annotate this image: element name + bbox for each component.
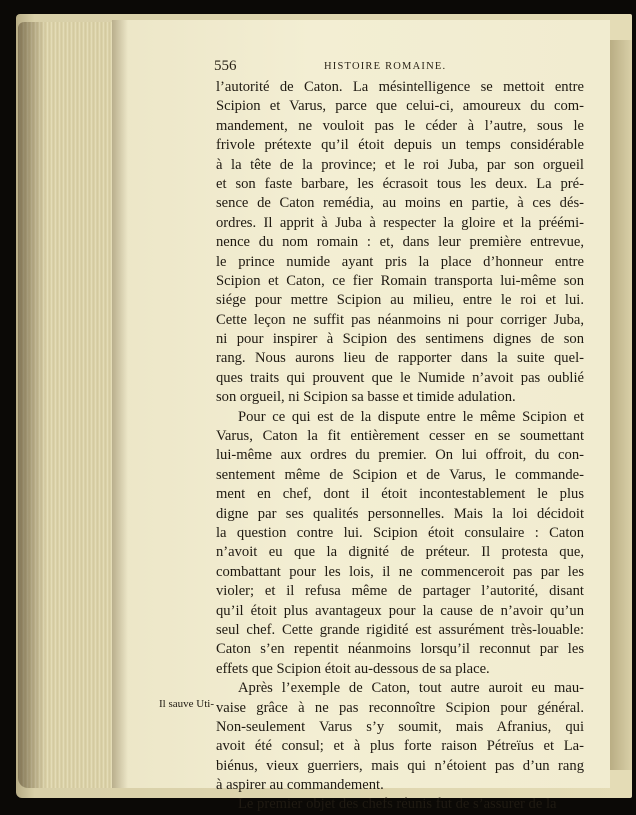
text-line: frivole prétexte qu’il étoit depuis un temps considérable [216,137,584,154]
text-line: seul chef. Cette grande rigidité est assurément très-louable: [216,621,584,638]
text-line: à la tête de la province; et le roi Juba, par son orgueil [216,156,584,173]
text-line: sentement même de Scipion et de Varus, le commande- [216,466,584,483]
text-line: Varus, Caton la fit entièrement cesser en se soumettant [216,428,584,445]
text-line: Pour ce qui est de la dispute entre le même Scipion et [238,408,584,425]
text-line: Le premier objet des chefs réunis fut de s’assurer de la [238,796,557,813]
text-line: violer; et il refusa même de partager l’autorité, disant [216,583,584,600]
text-line: vaise grâce à ne pas reconnoître Scipion pour général. [216,699,584,716]
body-text [216,78,584,815]
text-line: qu’il étoit plus avantageux pour la cause de n’avoir qu’un [216,602,584,619]
text-line: la question contre lui. Scipion étoit consulaire : Caton [216,524,584,541]
text-line: combattant pour les lois, il ne commenceroit pas par les [216,563,584,580]
text-line: nence du nom romain : et, dans leur première entrevue, [216,234,584,251]
text-line: son orgueil, ni Scipion sa basse et timide adulation. [216,389,516,406]
text-line: Non-seulement Varus s’y soumit, mais Afranius, qui [216,718,584,735]
text-line: Caton s’en repentit néanmoins lorsqu’il reconnut par les [216,641,584,658]
text-line: Scipion et Caton, ce fier Romain transporta lui-même son [216,272,584,289]
text-line: mandement, ne vouloit pas le céder à l’autre, sous le [216,117,584,134]
text-line: le prince numide ayant pris la place d’honneur entre [216,253,584,270]
text-line: avoit été consul; et à plus forte raison Pétreïus et La- [216,738,584,755]
text-line: Après l’exemple de Caton, tout autre auroit eu mau- [238,680,584,697]
text-line: l’autorité de Caton. La mésintelligence se mettoit entre [216,79,584,95]
page-number: 556 [214,58,237,74]
paragraph [216,408,584,679]
marginal-note: Il sauve Uti- [159,698,214,710]
text-line: Scipion et Varus, parce que celui-ci, amoureux du com- [216,98,584,115]
text-line: biénus, vieux guerriers, mais qui n’étoient pas d’un rang [216,757,584,774]
text-line: siége pour mettre Scipion au milieu, entre le roi et lui. [216,292,584,309]
text-line: à aspirer au commandement. [216,777,384,794]
paragraph [216,78,584,408]
page-edges-shadow [18,22,46,788]
text-line: effets que Scipion étoit au-dessous de sa place. [216,660,490,677]
paragraph [216,679,584,795]
running-head-title: HISTOIRE ROMAINE. [324,61,447,72]
paragraph [216,795,584,814]
facing-page-edge [610,40,632,770]
text-line: sence de Caton remédia, au moins en partie, à ces dés- [216,195,584,212]
running-head [214,58,584,78]
text-line: lui-même aux ordres du premier. On lui offroit, du con- [216,447,584,464]
text-line: rang. Nous aurons lieu de rapporter dans la suite quel- [216,350,584,367]
text-line: et son faste barbare, les écrasoit tous les deux. La pré- [216,175,584,192]
gutter-shadow [112,20,128,788]
text-line: ment en chef, dont il étoit incontestablement le plus [216,486,584,503]
text-line: digne par ses qualités personnelles. Mais la loi décidoit [216,505,584,522]
text-line: n’avoit eu que la dignité de préteur. Il protesta que, [216,544,584,561]
text-line: ques traits qui prouvent que le Numide n’avoit pas oublié [216,369,584,386]
text-line: Cette leçon ne suffit pas néanmoins ni pour corriger Juba, [216,311,584,328]
text-line: ni pour inspirer à Scipion des sentimens dignes de son [216,331,584,348]
text-line: ordres. Il apprit à Juba à respecter la gloire et la préémi- [216,214,584,231]
